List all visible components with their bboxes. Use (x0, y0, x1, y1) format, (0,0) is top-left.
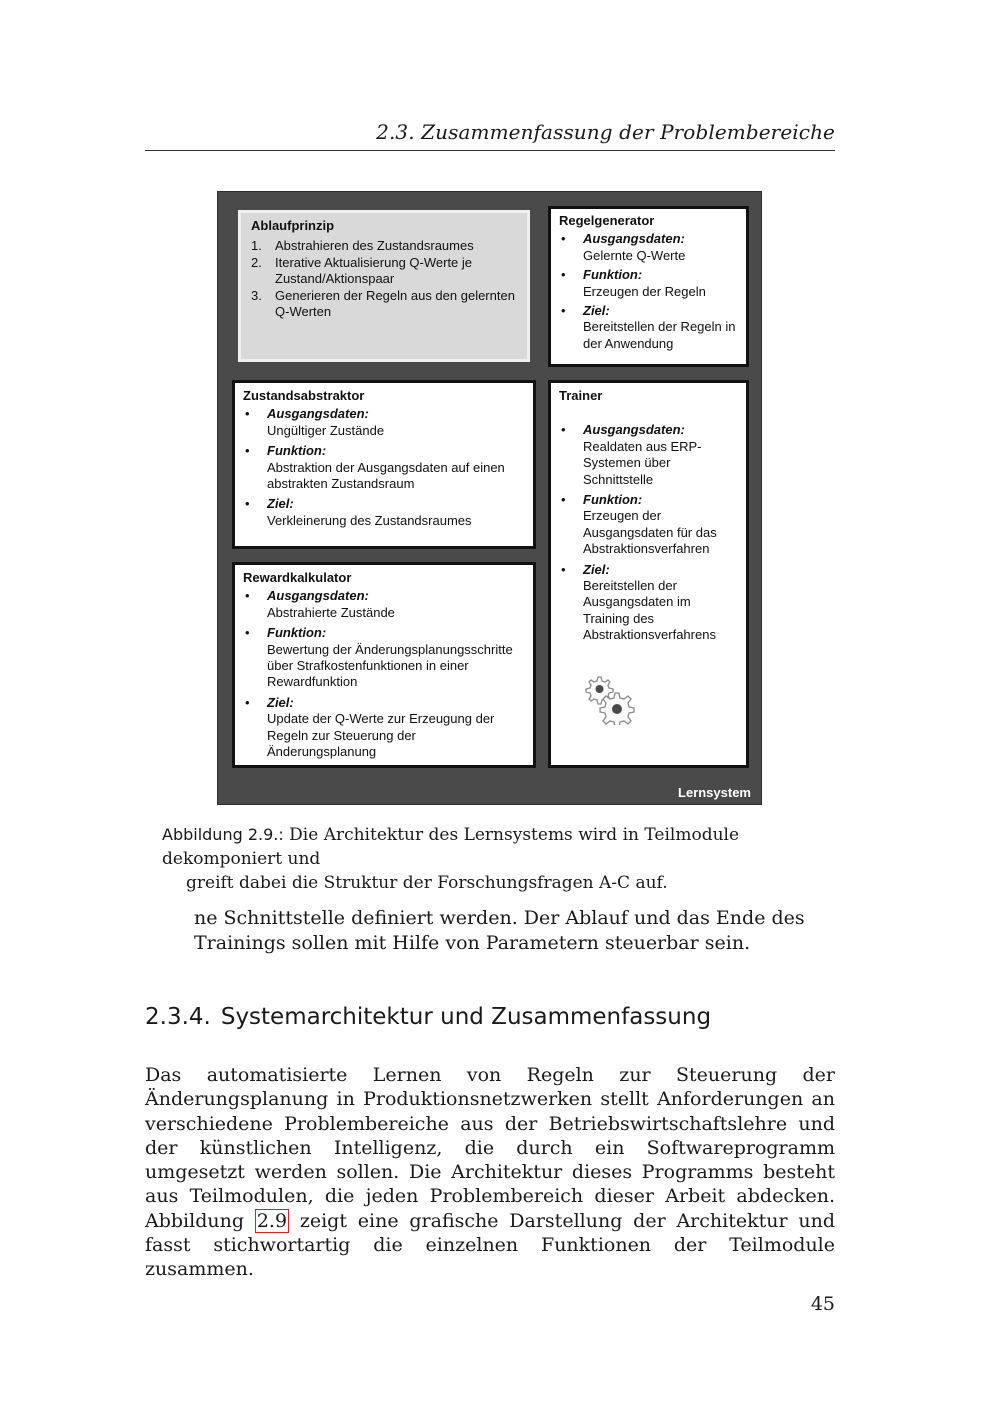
header-rule (145, 150, 835, 151)
box-title: Zustandsabstraktor (243, 388, 365, 403)
item-label: Funktion: (267, 625, 327, 641)
item-text: Ungültiger Zustände (267, 422, 385, 438)
list-item (243, 496, 525, 529)
zustandsabstraktor-box (232, 380, 536, 549)
list-item (559, 303, 738, 352)
list-item (559, 267, 738, 300)
paragraph-body (145, 1063, 835, 1282)
ablaufprinzip-list (251, 238, 517, 320)
regelgenerator-box (548, 206, 749, 367)
item-label: Ausgangsdaten: (583, 231, 685, 247)
bullet: • (245, 588, 250, 604)
list-item (243, 588, 525, 621)
bullet: • (561, 303, 566, 319)
box-title: Trainer (559, 388, 603, 403)
regelgenerator-list (559, 231, 738, 352)
box-title: Regelgenerator (559, 213, 655, 228)
running-header: 2.3. Zusammenfassung der Problembereiche (376, 120, 835, 144)
item-text: Erzeugen der Ausgangsdaten für das Abstraktionsverfahren (583, 508, 717, 557)
item-text: Verkleinerung des Zustandsraumes (267, 512, 472, 528)
item-number: 1. (251, 238, 262, 254)
list-item (559, 492, 738, 558)
item-text: Realdaten aus ERP-Systemen über Schnittstelle (583, 438, 702, 487)
item-label: Ausgangsdaten: (267, 406, 369, 422)
item-label: Funktion: (583, 267, 643, 283)
gear-small-icon (600, 693, 634, 725)
item-label: Ausgangsdaten: (583, 422, 685, 438)
list-item (243, 443, 525, 492)
item-label: Ziel: (583, 303, 610, 319)
bullet: • (561, 422, 566, 438)
list-item (559, 422, 738, 488)
item-text: Bereitstellen der Ausgangsdaten im Training des Abstraktionsverfahrens (583, 578, 716, 643)
bullet: • (245, 694, 250, 710)
section-number: 2.3.4. (145, 1004, 211, 1030)
item-label: Funktion: (267, 443, 327, 459)
rewardkalkulator-box (232, 562, 536, 768)
item-label: Ziel: (267, 694, 294, 710)
item-text: Abstraktion der Ausgangsdaten auf einen abstrakten Zustandsraum (267, 459, 505, 492)
item-number: 3. (251, 287, 262, 303)
caption-line-2: greift dabei die Struktur der Forschungsfragen A-C auf. (186, 873, 668, 893)
box-title: Ablaufprinzip (251, 218, 335, 233)
list-item (243, 695, 525, 761)
item-text: Abstrahieren des Zustandsraumes (275, 238, 474, 254)
caption-line-1: Die Architektur des Lernsystems wird in Teilmodule dekomponiert und (162, 825, 740, 869)
rewardkalkulator-list (243, 588, 525, 760)
item-label: Ausgangsdaten: (267, 588, 369, 604)
gears-icon (577, 673, 641, 725)
bullet: • (561, 267, 566, 283)
paragraph-text-after: zeigt eine grafische Darstellung der Architektur und fasst stichwortartig die einzelnen Funktionen der Teilmodule zusammen. (145, 1209, 835, 1281)
item-text: Erzeugen der Regeln (583, 283, 706, 299)
item-label: Ziel: (583, 561, 610, 577)
box-title: Rewardkalkulator (243, 570, 352, 585)
section-heading (145, 1004, 711, 1030)
item-text: Iterative Aktualisierung Q-Werte je Zustand/Aktionspaar (275, 254, 473, 287)
trainer-box (548, 380, 749, 768)
architecture-diagram (217, 191, 762, 805)
section-title: Systemarchitektur und Zusammenfassung (220, 1004, 712, 1030)
bullet: • (245, 625, 250, 641)
list-item (251, 255, 517, 288)
figure-reference-link[interactable]: 2.9 (256, 1209, 288, 1232)
item-text: Bewertung der Änderungsplanungsschritte über Strafkostenfunktionen in einer Rewardfunktion (267, 641, 513, 690)
list-item (559, 562, 738, 644)
page-number: 45 (810, 1293, 835, 1315)
item-text: Abstrahierte Zustände (267, 604, 395, 620)
ablaufprinzip-box (238, 210, 530, 362)
bullet: • (245, 443, 250, 459)
list-item (243, 625, 525, 691)
bullet: • (245, 406, 250, 422)
list-item (251, 288, 517, 321)
item-text: Bereitstellen der Regeln in der Anwendung (583, 319, 736, 351)
trainer-list (559, 422, 738, 643)
item-label: Ziel: (267, 496, 294, 512)
lernsystem-label: Lernsystem (678, 785, 751, 800)
bullet: • (561, 231, 566, 247)
list-item (559, 231, 738, 264)
bullet: • (561, 492, 566, 508)
list-item (243, 406, 525, 439)
list-item (251, 238, 517, 254)
item-text: Gelernte Q-Werte (583, 247, 686, 263)
caption-label: Abbildung 2.9.: (162, 825, 284, 844)
item-number: 2. (251, 254, 262, 270)
bullet: • (245, 496, 250, 512)
figure-caption (162, 823, 832, 895)
paragraph-text-before: Das automatisierte Lernen von Regeln zur Steuerung der Änderungsplanung in Produktionsnetzwerken stellt Anforderungen an verschiedene Problembereiche aus der Betriebswirtschaftslehre und der künstlichen Intelligenz, die durch ein Softwareprogramm umgesetzt werden sollen. Die Architektur dieses Programms besteht aus Teilmodulen, die jeden Problembereich dieser Arbeit abdecken. Abbildung (145, 1064, 835, 1232)
paragraph-continuation: ne Schnittstelle definiert werden. Der Ablauf und das Ende des Trainings sollen mit Hilfe von Parametern steuerbar sein. (194, 907, 805, 954)
item-text: Update der Q-Werte zur Erzeugung der Regeln zur Steuerung der Änderungsplanung (267, 711, 495, 760)
zustandsabstraktor-list (243, 406, 525, 529)
item-text: Generieren der Regeln aus den gelernten Q-Werten (275, 287, 515, 320)
item-label: Funktion: (583, 492, 643, 508)
bullet: • (561, 561, 566, 577)
